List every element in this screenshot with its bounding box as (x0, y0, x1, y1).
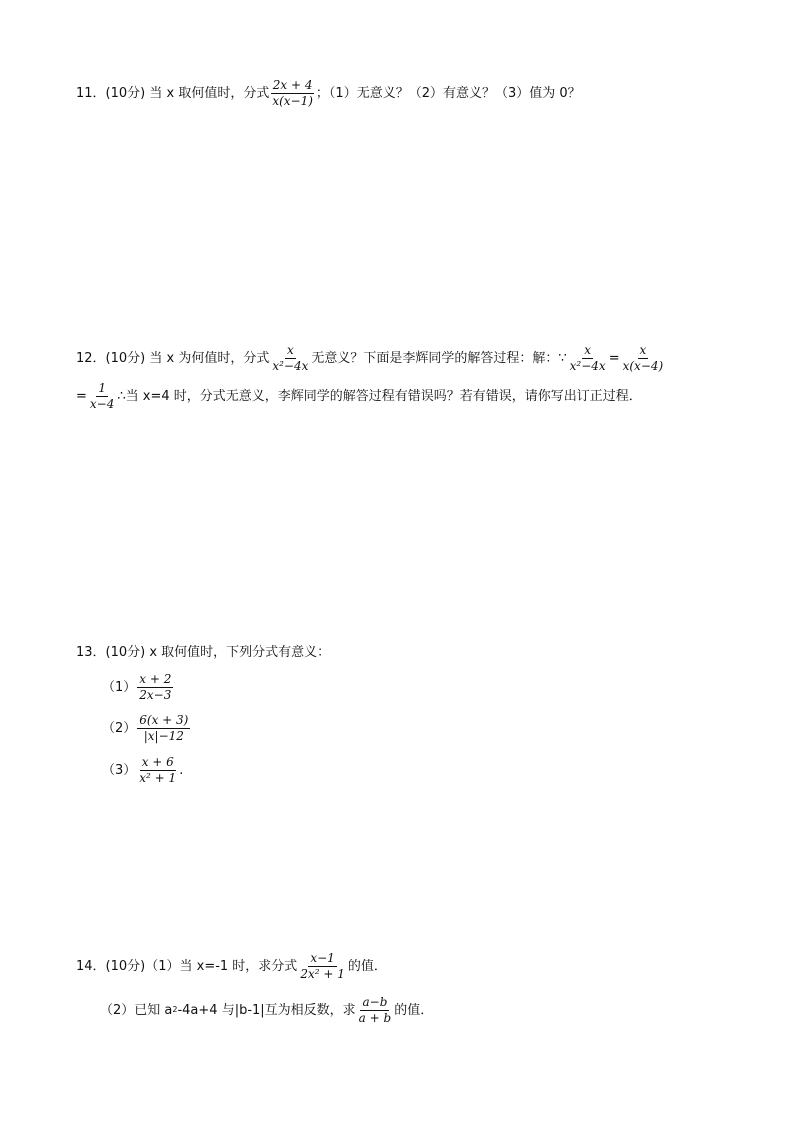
q13-item-1 (102, 673, 174, 701)
question-12 (76, 344, 666, 372)
q13-item-2-numerator: 6(x + 3) (139, 713, 189, 727)
q14-fraction-1-numerator: x−1 (310, 951, 335, 965)
q13-item-1-denominator: 2x−3 (139, 687, 172, 702)
q13-item-3-label: （3） (102, 762, 137, 778)
q12-fraction-1-numerator: x (286, 343, 294, 357)
q13-item-2-label: （2） (102, 720, 137, 736)
q12-fraction-1 (270, 344, 310, 372)
q13-title: 13．(10分) x 取何值时，下列分式有意义： (76, 645, 331, 660)
q13-item-1-label: （1） (102, 679, 137, 695)
q14-part2-prefix-b: -4a+4 与|b-1|互为相反数，求 (177, 1002, 356, 1018)
q13-item-3-numerator: x + 6 (141, 755, 174, 769)
q13-item-3 (102, 756, 183, 784)
q13-item-1-fraction (137, 673, 173, 701)
q12-fraction-2-denominator: x²−4x (569, 358, 606, 373)
question-14-part-2: （2）已知 a 2 -4a+4 与|b-1|互为相反数，求 $\frac{a-b}{a + b}$ 的值． (100, 995, 434, 1025)
q12-fraction-3-numerator: x (639, 343, 647, 357)
q12-mid: 无意义？下面是李辉同学的解答过程：解：∵ (311, 350, 567, 366)
q14-fraction-1 (298, 952, 347, 980)
q12-fraction-4-numerator: 1 (98, 381, 106, 395)
q13-item-2-denominator: |x|−12 (143, 728, 184, 743)
q12-fraction-3-denominator: x(x−4) (622, 358, 664, 373)
q12-fraction-3 (621, 344, 666, 372)
q12-fraction-2 (568, 344, 608, 372)
q12-fraction-4-denominator: x−4 (89, 396, 115, 411)
q12-equals: = (608, 350, 620, 366)
q11-suffix: ；（1）无意义？（2）有意义？（3）值为 0？ (315, 85, 581, 101)
question-13 (76, 646, 330, 659)
q11-prefix: 11．(10分) 当 x 取何值时，分式 (76, 85, 270, 101)
q12-prefix: 12．(10分) 当 x 为何值时，分式 (76, 350, 270, 366)
q12-fraction-1-denominator: x²−4x (272, 358, 309, 373)
q12-line2-suffix: ∴当 x=4 时，分式无意义，李辉同学的解答过程有错误吗？若有错误，请你写出订正过程． (117, 388, 642, 404)
q11-fraction (270, 79, 315, 107)
q12-fraction-2-numerator: x (584, 343, 592, 357)
q13-item-3-denominator: x² + 1 (139, 770, 177, 785)
q14-part2-prefix-a: （2）已知 a (100, 1002, 173, 1018)
question-11 (76, 79, 581, 107)
q14-fraction-2-numerator: a−b (362, 995, 388, 1009)
q13-item-3-suffix: . (179, 762, 184, 778)
q13-item-1-numerator: x + 2 (139, 672, 172, 686)
q11-fraction-denominator: x(x−1) (272, 93, 313, 108)
q11-fraction-numerator: 2x + 4 (272, 78, 313, 92)
q12-fraction-4 (88, 382, 116, 410)
q13-item-3-fraction (137, 756, 178, 784)
q14-fraction-1-denominator: 2x² + 1 (300, 966, 345, 981)
question-12-line-2 (76, 382, 642, 410)
q14-part1-suffix: 的值． (347, 958, 387, 974)
q13-item-2 (102, 714, 191, 742)
q13-item-2-fraction (137, 714, 190, 742)
q14-fraction-2 (357, 996, 394, 1024)
question-14 (76, 952, 387, 980)
q14-fraction-2-denominator: a + b (358, 1010, 392, 1025)
q12-line2-equals: = (76, 388, 87, 404)
q14-part2-suffix: 的值． (394, 1002, 434, 1018)
q14-part1-prefix: 14．(10分)（1）当 x=-1 时，求分式 (76, 958, 298, 974)
